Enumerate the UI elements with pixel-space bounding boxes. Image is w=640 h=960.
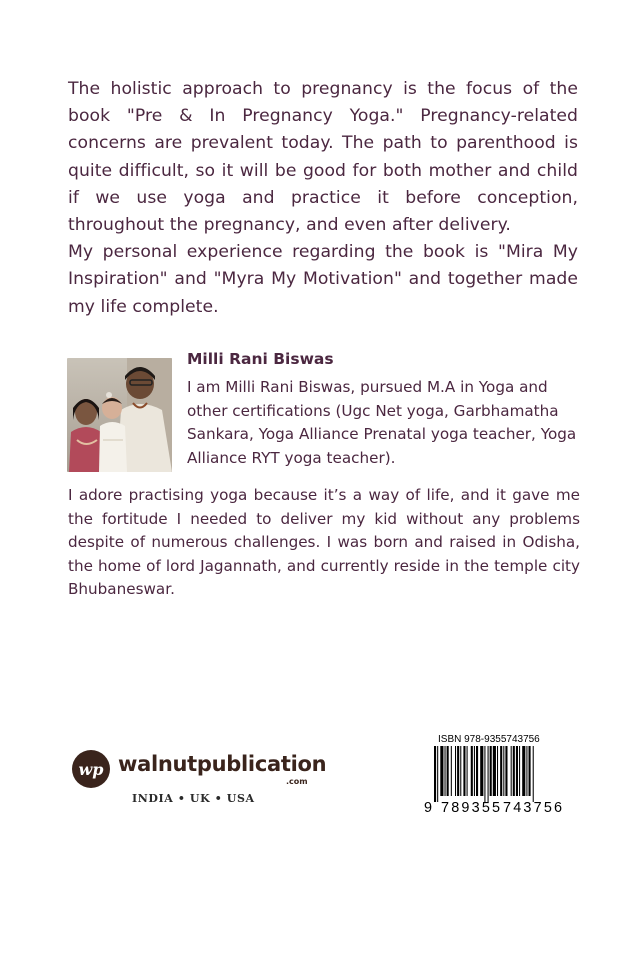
barcode-bar: [500, 746, 502, 796]
barcode-bar: [513, 746, 515, 796]
author-intro-text: I am Milli Rani Biswas, pursued M.A in Yoga and other certifications (Ugc Net yoga, Garbhamatha Sankara, Yoga Alliance Prenatal yoga teacher, Yoga Alliance RYT yoga teacher).: [187, 378, 577, 467]
blurb-paragraph-1: The holistic approach to pregnancy is the focus of the book "Pre & In Pregnancy Yoga." Pregnancy-related concerns are prevalent today. The path to parenthood is quite difficult, so it will be good for both mother and child if we use yoga and practice it before conception, throughout the pregnancy, and even after delivery.: [68, 79, 578, 236]
barcode-bar: [434, 746, 436, 802]
author-bio-more: [68, 484, 580, 602]
barcode-bar: [467, 746, 468, 796]
barcode-bar: [497, 746, 498, 796]
barcode-bar: [437, 746, 438, 802]
barcode-bar: [447, 746, 449, 796]
author-bio-intro: [187, 376, 579, 470]
publisher-suffix: .com: [286, 777, 308, 786]
barcode-bar: [490, 746, 492, 796]
barcode-bar: [493, 746, 496, 796]
barcode-bar: [451, 746, 452, 796]
barcode-bar: [511, 746, 512, 796]
barcode-bar: [457, 746, 459, 796]
barcode-bar: [480, 746, 483, 796]
barcode-bar: [503, 746, 504, 796]
isbn-digit-group-1: 789355: [441, 800, 503, 816]
publisher-logo-initials: wp: [78, 760, 104, 779]
isbn-label: ISBN 978-9355743756: [438, 734, 540, 745]
barcode-bar: [488, 746, 489, 802]
barcode-bar: [526, 746, 527, 796]
barcode-bar: [474, 746, 475, 796]
barcode-bar: [460, 746, 461, 796]
barcode-bar: [533, 746, 534, 802]
author-family-photo-image: [67, 358, 172, 472]
barcode-bar: [463, 746, 465, 796]
barcode-bar: [440, 746, 443, 796]
barcode-bar: [476, 746, 478, 796]
author-name: Milli Rani Biswas: [187, 350, 334, 368]
publisher-logo-icon: [72, 750, 110, 788]
barcode-bar: [455, 746, 456, 796]
barcode-bar: [529, 746, 531, 796]
blurb-paragraph-2: My personal experience regarding the book is "Mira My Inspiration" and "Myra My Motivation" and together made my life complete.: [68, 242, 578, 317]
publisher-name: walnutpublication: [118, 752, 327, 776]
book-blurb: [68, 76, 578, 321]
author-more-text: I adore practising yoga because it’s a way of life, and it gave me the fortitude I needed to deliver my kid without any problems despite of numerous challenges. I was born and raised in Odisha, the home of lord Jagannath, and currently reside in the temple city Bhubaneswar.: [68, 486, 580, 599]
author-photo: [67, 358, 172, 472]
barcode-bar: [519, 746, 520, 796]
barcode-bar: [522, 746, 525, 796]
isbn-digit-group-2: 743756: [503, 800, 565, 816]
barcode-bar: [505, 746, 507, 796]
barcode-bar: [516, 746, 518, 796]
isbn-digit-first: 9: [424, 800, 433, 816]
barcode-bar: [471, 746, 473, 796]
barcode-bar: [484, 746, 485, 802]
isbn-barcode: [430, 746, 566, 804]
publisher-regions: INDIA • UK • USA: [132, 792, 255, 805]
barcode-bar: [445, 746, 446, 796]
